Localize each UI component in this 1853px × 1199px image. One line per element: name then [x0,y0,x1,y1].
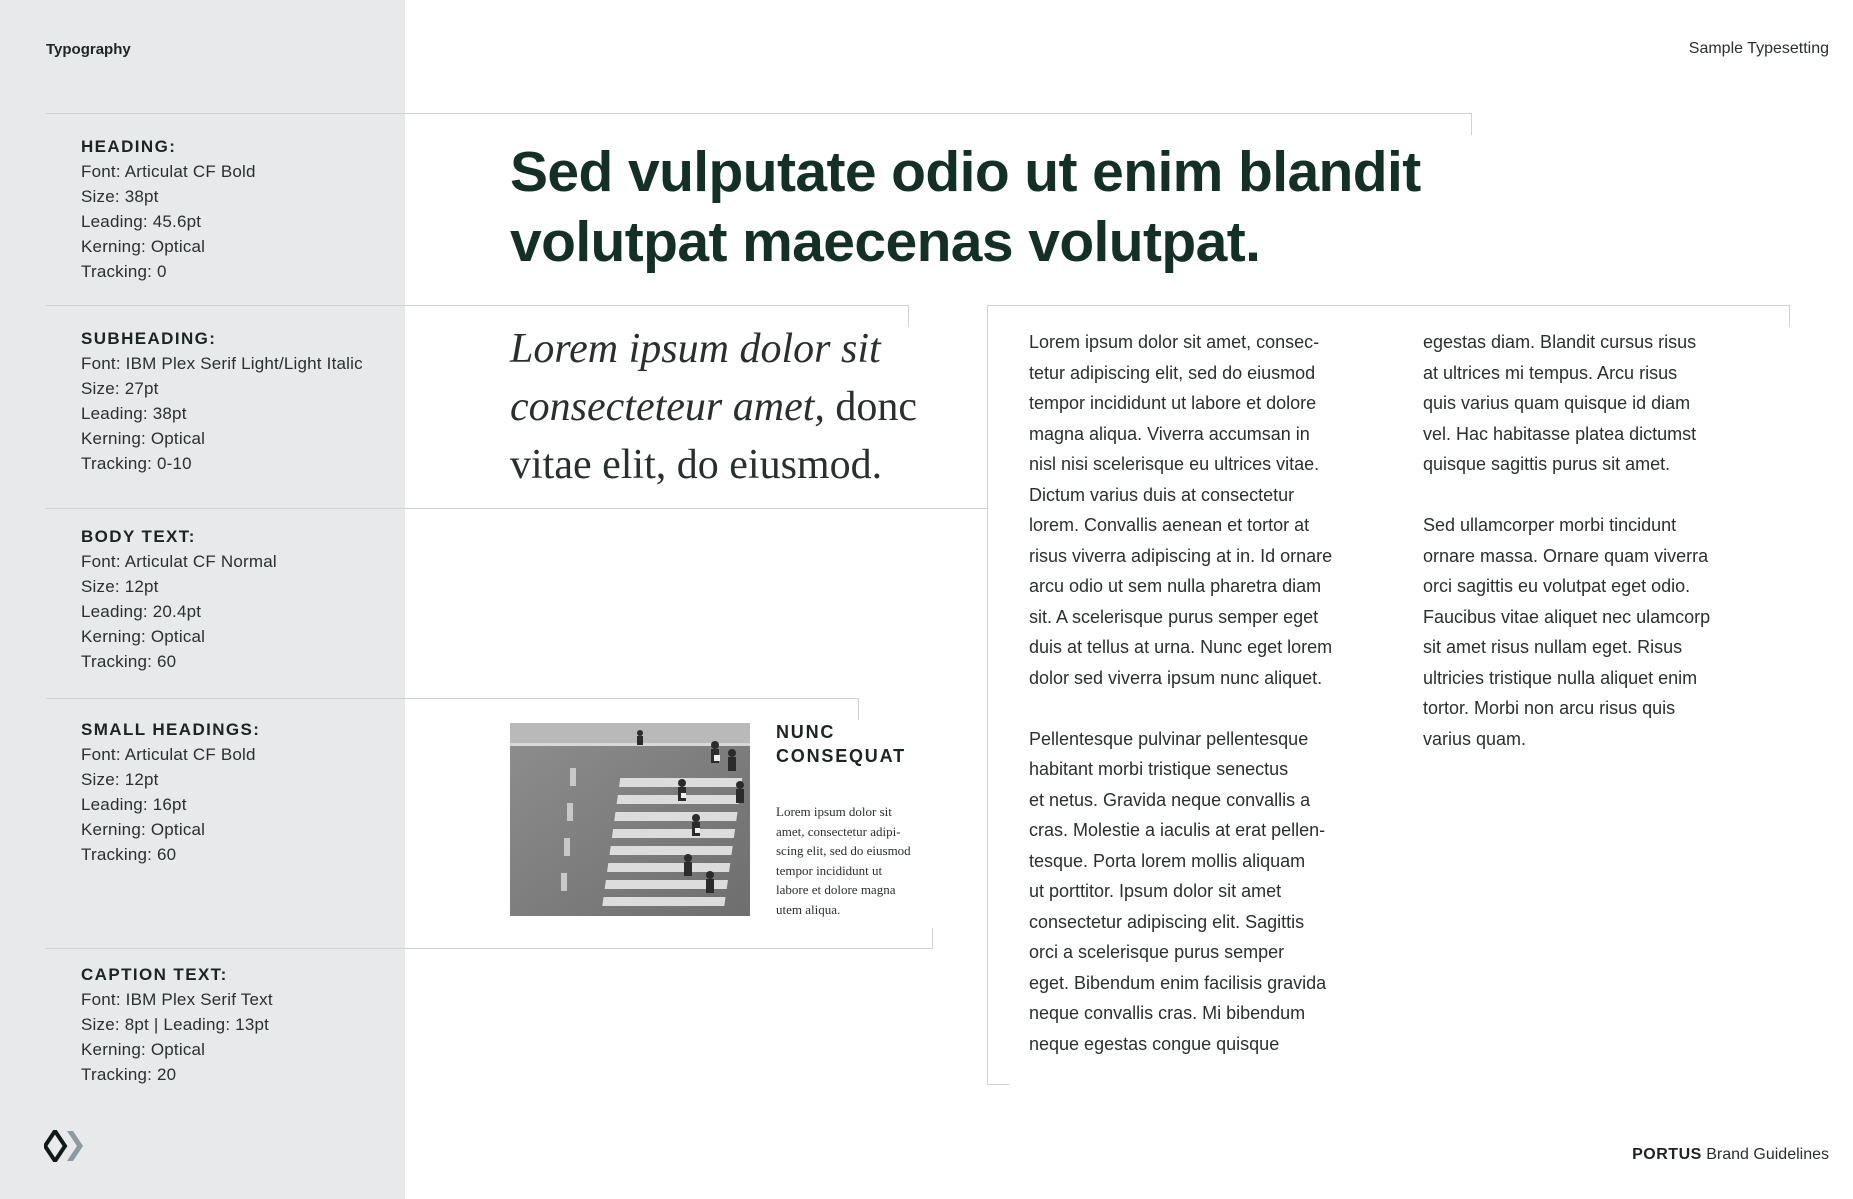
body-line: ut porttitor. Ipsum dolor sit amet [1029,881,1282,901]
body-line: tesque. Porta lorem mollis aliquam [1029,850,1306,871]
spec-line: Kerning: Optical [81,627,206,646]
subheading-italic: Lorem ipsum dolor sit [510,326,881,372]
body-line: ornare massa. Ornare quam viverra [1423,545,1709,566]
rule-subheading-top [46,305,909,306]
spec-line: Font: IBM Plex Serif Text [81,990,273,1009]
caption-line: labore et dolore magna [776,882,896,897]
spec-title: CAPTION TEXT: [81,965,228,984]
body-line: arcu odio ut sem nulla pharetra diam [1029,576,1322,596]
body-line: quisque sagittis purus sit amet. [1423,454,1671,474]
spec-line: Tracking: 0-10 [81,454,192,473]
body-line: vel. Hac habitasse platea dictumst [1423,423,1697,444]
body-line [1029,693,1332,724]
body-line: orci a scelerisque purus semper [1029,942,1285,962]
body-line: nisl nisi scelerisque eu ultrices vitae. [1029,454,1320,474]
spec-line: Kerning: Optical [81,1040,206,1059]
body-line: lorem. Convallis aenean et tortor at [1029,515,1310,535]
body-line: sit amet risus nullam eget. Risus [1423,637,1683,657]
page-title: Sample Typesetting [1688,40,1829,57]
section-title: Typography [46,41,131,58]
spec-subheading [81,326,363,476]
sample-heading-line: volutpat maecenas volutpat. [510,210,1261,274]
spec-line: Size: 27pt [81,379,159,398]
subheading-regular: donc [824,384,918,430]
rule-caption-tick [932,928,933,949]
spec-line: Font: IBM Plex Serif Light/Light Italic [81,354,363,373]
rule-heading-top [46,113,1472,114]
rule-caption-top [46,948,933,949]
spec-line: Size: 8pt | Leading: 13pt [81,1015,270,1034]
caption-line: utem aliqua. [776,901,841,917]
body-line: habitant morbi tristique senectus [1029,759,1289,779]
spec-heading [81,134,256,284]
body-line: Dictum varius duis at consectetur [1029,484,1295,505]
caption-text [776,802,946,919]
footer-brand-label: Brand Guidelines [1706,1146,1829,1163]
body-line: Pellentesque pulvinar pellentesque [1029,728,1309,749]
spec-body-text [81,524,277,674]
spec-line: Font: Articulat CF Bold [81,162,256,181]
body-line: sit. A scelerisque purus semper eget [1029,606,1319,627]
spec-caption-text [81,962,273,1087]
body-line: at ultrices mi tempus. Arcu risus [1423,362,1678,383]
body-column-2 [1423,327,1710,754]
spec-line: Kerning: Optical [81,429,206,448]
rule-body-top [46,508,988,509]
body-line: magna aliqua. Viverra accumsan in [1029,423,1310,444]
spec-line: Size: 38pt [81,187,159,206]
sample-subheading [510,320,917,494]
footer-brand [1632,1146,1829,1164]
spec-title: SUBHEADING: [81,329,217,348]
body-line: risus viverra adipiscing at in. Id ornare [1029,545,1333,566]
body-line: Faucibus vitae aliquet nec ulamcorp [1423,606,1711,627]
spec-line: Size: 12pt [81,770,159,789]
spec-line: Leading: 38pt [81,404,187,423]
body-line: orci sagittis eu volutpat eget odio. [1423,576,1691,596]
rule-small-headings-top [46,698,859,699]
rule-bodycol-bottom [987,1084,1009,1085]
body-line [1423,480,1710,511]
rule-bodycol-left [987,305,988,1085]
caption-line: scing elit, sed do eiusmod [776,843,911,858]
rule-bodycol-tick [1789,305,1790,327]
caption-line: tempor incididunt ut [776,862,883,878]
body-line: et netus. Gravida neque convallis a [1029,789,1311,810]
body-line: neque egestas congue quisque [1029,1033,1280,1054]
crosswalk-photo [510,723,750,916]
body-line: ultricies tristique nulla aliquet enim [1423,667,1698,688]
spec-line: Size: 12pt [81,577,159,596]
body-line: duis at tellus at urna. Nunc eget lorem [1029,637,1333,657]
spec-line: Leading: 45.6pt [81,212,202,231]
rule-small-headings-tick [858,698,859,720]
spec-title: BODY TEXT: [81,527,196,546]
body-line: tempor incididunt ut labore et dolore [1029,393,1317,413]
sample-heading-line: Sed vulputate odio ut enim blandit [510,140,1421,204]
footer-brand-name: PORTUS [1632,1146,1702,1163]
body-line: dolor sed viverra ipsum nunc aliquet. [1029,667,1323,688]
spec-line: Kerning: Optical [81,820,206,839]
small-heading-line: CONSEQUAT [776,746,906,766]
body-line: eget. Bibendum enim facilisis gravida [1029,972,1327,993]
caption-line: amet, consectetur adipi- [776,823,901,839]
small-heading [776,720,906,768]
rule-heading-tick [1471,113,1472,135]
spec-small-headings [81,717,260,867]
spec-line: Tracking: 0 [81,262,167,281]
body-line: egestas diam. Blandit cursus risus [1423,332,1697,352]
spec-line: Kerning: Optical [81,237,206,256]
body-line: Lorem ipsum dolor sit amet, consec- [1029,332,1320,352]
portus-logo-icon [44,1130,84,1167]
spec-line: Tracking: 60 [81,845,177,864]
spec-line: Font: Articulat CF Bold [81,745,256,764]
subheading-regular: vitae elit, do eiusmod. [510,442,883,488]
spec-title: HEADING: [81,137,177,156]
body-line: Sed ullamcorper morbi tincidunt [1423,515,1677,535]
body-line: tortor. Morbi non arcu risus quis [1423,698,1676,718]
body-column-1 [1029,327,1332,1059]
caption-line: Lorem ipsum dolor sit [776,804,892,819]
sample-heading [510,137,1421,277]
body-line: tetur adipiscing elit, sed do eiusmod [1029,362,1316,383]
body-line: cras. Molestie a iaculis at erat pellen- [1029,820,1326,840]
spec-line: Tracking: 60 [81,652,177,671]
spec-line: Leading: 20.4pt [81,602,202,621]
small-heading-line: NUNC [776,722,836,742]
spec-line: Tracking: 20 [81,1065,177,1084]
rule-bodycol-top [987,305,1790,306]
body-line: varius quam. [1423,728,1527,749]
spec-line: Leading: 16pt [81,795,187,814]
spec-title: SMALL HEADINGS: [81,720,261,739]
body-line: neque convallis cras. Mi bibendum [1029,1003,1306,1023]
subheading-italic: consecteteur amet, [510,384,825,430]
spec-line: Font: Articulat CF Normal [81,552,277,571]
body-line: consectetur adipiscing elit. Sagittis [1029,911,1305,932]
body-line: quis varius quam quisque id diam [1423,393,1691,413]
